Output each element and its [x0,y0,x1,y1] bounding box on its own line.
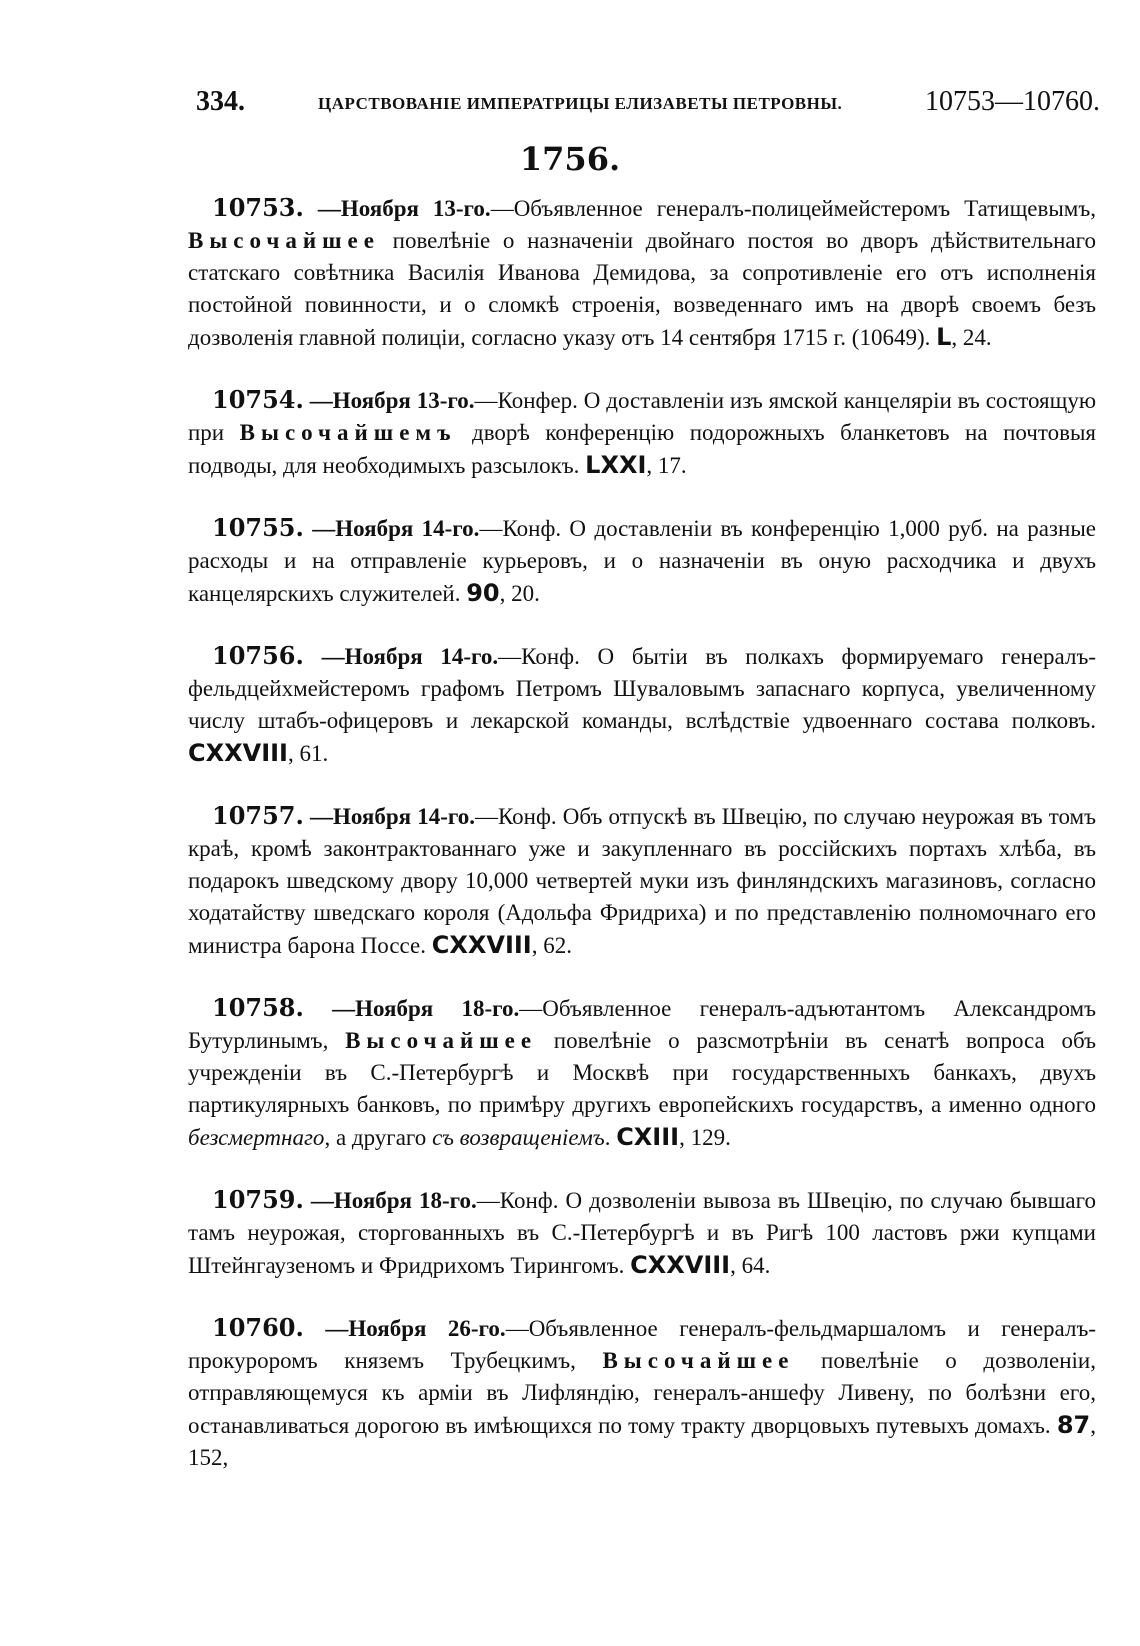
entry-10753 [188,192,1096,354]
source-volume: CXXVIII [188,739,288,767]
entries-list [188,192,1096,1504]
entry-text: —Конф. О доставленіи въ конференцію 1,000 руб. на разные расходы и на отправленіе курьеровъ, и о назначеніи въ оную расходчика и двухъ канцелярскихъ служителей. [188,516,1096,606]
entry-number: 10754. [212,385,304,414]
source-volume: CXXVIII [630,1251,731,1279]
entry-text: . [604,1125,617,1150]
source-volume: 87 [1056,1411,1091,1439]
entry-range: 10753—10760. [925,86,1100,117]
entry-date: —Ноября 18-го. [332,996,520,1021]
entry-text: повелѣніе о назначеніи двойнаго постоя во дворъ дѣйствительнаго статскаго совѣтника Василія Иванова Демидова, за сопротивленіе его отъ исполненія постойной повинности, и о сломкѣ строенія, возведеннаго имъ на дворѣ своемъ безъ дозволенія главной полиціи, согласно указу отъ 14 сентября 1715 г. (10649). [188,228,1096,350]
spaced-word: Высочайшее [602,1348,795,1373]
entry-10757 [188,800,1096,962]
entry-text: —Конф. О бытіи въ полкахъ формируемаго генералъ-фельдцейхмейстеромъ графомъ Петромъ Шуваловымъ запаснаго корпуса, увеличенному числу штабъ-офицеровъ и лекарской команды, вслѣдствіе удвоеннаго состава полковъ. [188,644,1097,733]
entry-date: —Ноября 13-го. [317,196,491,221]
year-heading: 1756. [519,140,621,178]
source-page: , 61. [287,741,329,766]
entry-10760 [188,1312,1096,1474]
italic-phrase: съ возвращеніемъ [432,1125,605,1150]
entry-text: —Конф. О дозволеніи вывоза въ Швецію, по случаю бывшаго тамъ неурожая, сторгованныхъ въ С.-Петербургѣ и въ Ригѣ 100 ластовъ ржи купцами Штейнгаузеномъ и Фридрихомъ Тирингомъ. [188,1188,1096,1278]
entry-number: 10756. [212,641,304,670]
source-volume: CXXVIII [431,931,532,959]
source-page: , 64. [730,1253,771,1278]
entry-10759 [188,1184,1096,1282]
entry-date: —Ноября 18-го. [310,1188,477,1213]
entry-text: дворѣ конференцію подорожныхъ бланкетовъ на почтовыя подводы, для необходимыхъ разсылокъ. [188,420,1097,478]
entry-date: —Ноября 26-го. [325,1316,506,1341]
entry-number: 10758. [212,993,304,1022]
italic-phrase: безсмертнаго [188,1125,325,1150]
entry-text: —Конфер. О доставленіи изъ ямской канцеляріи въ состоящую при [188,388,1097,445]
entry-10754 [188,384,1096,482]
entry-number: 10759. [212,1185,304,1214]
source-volume: 90 [466,579,500,607]
entry-text: , а другаго [324,1125,433,1150]
spaced-word: Высочайшее [188,228,380,253]
source-page: , 62. [531,933,572,958]
running-head [196,86,1100,126]
running-title: ЦАРСТВОВАНІЕ ИМПЕРАТРИЦЫ ЕЛИЗАВЕТЫ ПЕТРОВНЫ. [318,94,843,113]
spaced-word: Высочайшее [345,1028,538,1053]
entry-text: повелѣніе о дозволеніи, отправляющемуся къ арміи въ Лифляндію, генералъ-аншефу Ливену, по болѣзни его, останавливаться дорогою въ имѣющихся по тому тракту дворцовыхъ путевыхъ домахъ. [188,1348,1096,1438]
entry-number: 10760. [212,1313,304,1342]
entry-date: —Ноября 14-го. [309,804,475,829]
source-page: , 17. [646,453,687,478]
entry-text: —Объявленное генералъ-адъютантомъ Александромъ Бутурлинымъ, [188,996,1097,1053]
entry-date: —Ноября 14-го. [312,516,480,541]
source-volume: CXIII [616,1123,680,1151]
spaced-word: Высочайшемъ [239,420,457,445]
entry-text: —Конф. Объ отпускѣ въ Швецію, по случаю неурожая въ томъ краѣ, кромѣ законтрактованнаго уже и закупленнаго въ россійскихъ портахъ хлѣба, въ подарокъ шведскому двору 10,000 четвертей муки изъ финляндскихъ магазиновъ, согласно ходатайству шведскаго короля (Адольфа Фридриха) и по представленію полномочнаго его министра барона Поссе. [188,804,1096,958]
source-page: , 152, [188,1413,1096,1470]
entry-number: 10757. [212,801,304,830]
source-page: , 24. [951,325,992,350]
entry-date: —Ноября 13-го. [309,388,475,413]
entry-text: —Объявленное генералъ-полицеймейстеромъ Татищевымъ, [490,196,1096,221]
entry-10755 [188,512,1096,610]
source-page: , 20. [499,581,540,606]
source-page: , 129. [679,1125,731,1150]
entry-text: повелѣніе о разсмотрѣніи въ сенатѣ вопроса объ учрежденіи въ С.-Петербургѣ и Москвѣ при государственныхъ банкахъ, двухъ партикулярныхъ банковъ, по примѣру другихъ европейскихъ государствъ, а именно одного [188,1028,1097,1117]
entry-date: —Ноября 14-го. [321,644,499,669]
entry-10758 [188,992,1096,1154]
entry-number: 10753. [212,193,304,222]
entry-10756 [188,640,1096,770]
page-number: 334. [196,86,245,117]
entry-text: —Объявленное генералъ-фельдмаршаломъ и генералъ-прокуроромъ княземъ Трубецкимъ, [188,1316,1096,1373]
source-volume: LXXI [585,451,647,479]
entry-number: 10755. [212,513,304,542]
source-volume: L [936,323,952,351]
